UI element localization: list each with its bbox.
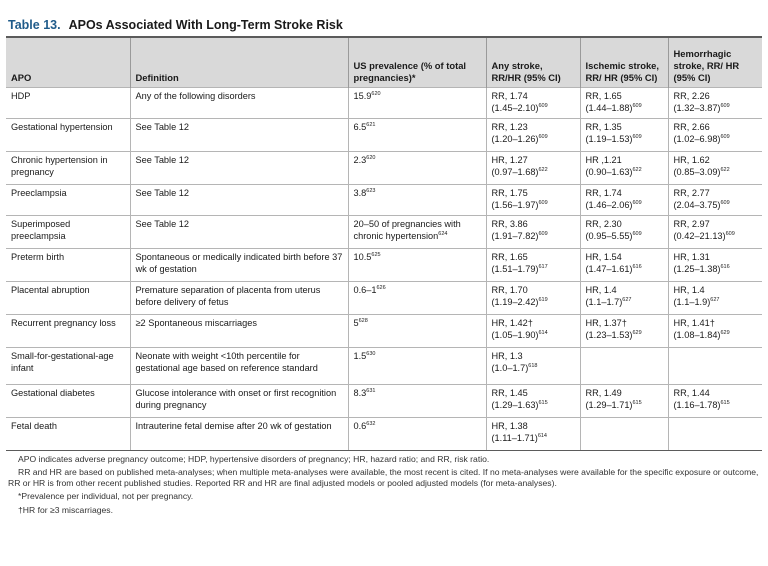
table-row xyxy=(6,184,762,215)
cell-hemorrhagic-stroke xyxy=(668,184,762,215)
cell-ischemic-stroke xyxy=(580,417,668,450)
prevalence-ref: 620 xyxy=(371,90,381,97)
table-row xyxy=(6,347,762,384)
hemorrhagic-stroke-estimate: RR, 2.77 xyxy=(673,187,710,198)
cell-apo xyxy=(6,215,130,248)
ischemic-stroke-estimate-line xyxy=(586,284,663,297)
any-stroke-ref: 618 xyxy=(528,362,538,369)
any-stroke-estimate: RR, 1.74 xyxy=(491,90,528,101)
cell-definition xyxy=(130,215,348,248)
apo-name: Gestational hypertension xyxy=(11,121,113,132)
apo-name: Superimposed preeclampsia xyxy=(11,218,71,241)
hemorrhagic-stroke-ci-line xyxy=(674,329,758,342)
any-stroke-ci-line xyxy=(492,199,575,212)
ischemic-stroke-ref: 609 xyxy=(632,133,642,140)
cell-definition xyxy=(130,281,348,314)
any-stroke-ref: 614 xyxy=(538,329,548,336)
cell-hemorrhagic-stroke xyxy=(668,281,762,314)
ischemic-stroke-ref: 616 xyxy=(632,263,642,270)
hemorrhagic-stroke-estimate-line xyxy=(674,387,758,400)
prevalence-ref: 621 xyxy=(366,121,376,128)
hemorrhagic-stroke-estimate: HR, 1.4 xyxy=(673,284,705,295)
cell-any-stroke xyxy=(486,184,580,215)
cell-hemorrhagic-stroke xyxy=(668,384,762,417)
any-stroke-ci: (1.11–1.71) xyxy=(491,433,538,443)
table-row xyxy=(6,87,762,118)
apo-name: HDP xyxy=(11,90,31,101)
prevalence-ref: 626 xyxy=(376,284,386,291)
hemorrhagic-stroke-ci-line xyxy=(674,230,758,243)
ischemic-stroke-ci-line xyxy=(586,230,663,243)
apo-name: Preterm birth xyxy=(11,251,65,262)
ischemic-stroke-ci-line xyxy=(586,263,663,276)
cell-hemorrhagic-stroke xyxy=(668,215,762,248)
cell-any-stroke xyxy=(486,151,580,184)
ischemic-stroke-estimate: HR, 1.37† xyxy=(585,317,627,328)
prevalence-ref: 628 xyxy=(358,317,368,324)
any-stroke-estimate-line xyxy=(492,218,575,231)
any-stroke-ci-line xyxy=(492,329,575,342)
hemorrhagic-stroke-ci: (1.08–1.84) xyxy=(673,330,721,340)
any-stroke-ci: (1.19–2.42) xyxy=(491,297,539,307)
any-stroke-estimate-line xyxy=(492,317,575,330)
hemorrhagic-stroke-ci: (1.16–1.78) xyxy=(673,400,721,410)
cell-hemorrhagic-stroke xyxy=(668,151,762,184)
table-row xyxy=(6,215,762,248)
ischemic-stroke-estimate-line xyxy=(586,121,663,134)
hemorrhagic-stroke-estimate: RR, 2.66 xyxy=(673,121,710,132)
table-row xyxy=(6,314,762,347)
any-stroke-estimate: RR, 1.45 xyxy=(491,387,528,398)
cell-any-stroke xyxy=(486,248,580,281)
hemorrhagic-stroke-estimate: HR, 1.31 xyxy=(673,251,710,262)
apo-name: Recurrent pregnancy loss xyxy=(11,317,116,328)
hemorrhagic-stroke-estimate-line xyxy=(674,90,758,103)
prevalence-value: 0.6–1 xyxy=(353,284,377,295)
any-stroke-ci: (1.91–7.82) xyxy=(491,231,539,241)
hemorrhagic-stroke-estimate-line xyxy=(674,317,758,330)
cell-apo xyxy=(6,384,130,417)
hemorrhagic-stroke-estimate-line xyxy=(674,284,758,297)
cell-apo xyxy=(6,347,130,384)
cell-definition xyxy=(130,87,348,118)
cell-hemorrhagic-stroke xyxy=(668,347,762,384)
prevalence-ref: 630 xyxy=(366,350,376,357)
any-stroke-ci: (1.05–1.90) xyxy=(491,330,539,340)
cell-definition xyxy=(130,151,348,184)
any-stroke-estimate: RR, 1.70 xyxy=(491,284,528,295)
apo-name: Preeclampsia xyxy=(11,187,67,198)
hemorrhagic-stroke-ci-line xyxy=(674,102,758,115)
any-stroke-ref: 609 xyxy=(538,199,548,206)
hemorrhagic-stroke-ref: 609 xyxy=(720,102,730,109)
cell-apo xyxy=(6,248,130,281)
any-stroke-ci-line xyxy=(492,263,575,276)
ischemic-stroke-ci: (1.29–1.71) xyxy=(585,400,633,410)
cell-prevalence xyxy=(348,87,486,118)
cell-any-stroke xyxy=(486,118,580,151)
any-stroke-estimate-line xyxy=(492,387,575,400)
cell-hemorrhagic-stroke xyxy=(668,314,762,347)
hemorrhagic-stroke-estimate: HR, 1.41† xyxy=(673,317,715,328)
table-row xyxy=(6,281,762,314)
prevalence-ref: 623 xyxy=(366,187,376,194)
any-stroke-estimate-line xyxy=(492,420,575,433)
definition-text: Premature separation of placenta from uterus before delivery of fetus xyxy=(135,284,321,307)
footnote-abbreviations: APO indicates adverse pregnancy outcome; HDP, hypertensive disorders of pregnancy; HR, hazard ratio; and RR, risk ratio. xyxy=(18,453,490,464)
any-stroke-ref: 614 xyxy=(537,432,547,439)
any-stroke-ci: (1.45–2.10) xyxy=(491,103,539,113)
definition-text: Glucose intolerance with onset or first recognition during pregnancy xyxy=(135,387,337,410)
hemorrhagic-stroke-ci: (1.25–1.38) xyxy=(673,264,721,274)
cell-apo xyxy=(6,118,130,151)
definition-text: Any of the following disorders xyxy=(135,90,256,101)
prevalence-value: 20–50 of pregnancies with chronic hypertension xyxy=(353,218,461,241)
any-stroke-ci-line xyxy=(492,432,575,445)
hemorrhagic-stroke-ref: 616 xyxy=(720,263,730,270)
ischemic-stroke-estimate-line xyxy=(586,251,663,264)
cell-apo xyxy=(6,151,130,184)
cell-hemorrhagic-stroke xyxy=(668,417,762,450)
cell-ischemic-stroke xyxy=(580,151,668,184)
cell-definition xyxy=(130,417,348,450)
cell-prevalence xyxy=(348,248,486,281)
apo-name: Small-for-gestational-age infant xyxy=(11,350,114,373)
any-stroke-ci: (1.0–1.7) xyxy=(491,363,529,373)
ischemic-stroke-ci: (1.19–1.53) xyxy=(585,134,633,144)
ischemic-stroke-ci: (1.1–1.7) xyxy=(585,297,623,307)
cell-ischemic-stroke xyxy=(580,215,668,248)
cell-any-stroke xyxy=(486,384,580,417)
footnote-dagger: †HR for ≥3 miscarriages. xyxy=(18,504,113,515)
hemorrhagic-stroke-ci-line xyxy=(674,296,758,309)
header-prevalence: US prevalence (% of total pregnancies)* xyxy=(348,37,486,87)
prevalence-value: 0.6 xyxy=(353,420,367,431)
ischemic-stroke-ci-line xyxy=(586,133,663,146)
table-footnotes xyxy=(8,454,762,516)
hemorrhagic-stroke-estimate: HR, 1.62 xyxy=(673,154,710,165)
cell-ischemic-stroke xyxy=(580,347,668,384)
prevalence-value: 15.9 xyxy=(353,90,372,101)
ischemic-stroke-estimate: RR, 2.30 xyxy=(585,218,622,229)
prevalence-ref: 620 xyxy=(366,154,376,161)
prevalence-value: 5 xyxy=(353,317,359,328)
cell-definition xyxy=(130,118,348,151)
definition-text: ≥2 Spontaneous miscarriages xyxy=(135,317,257,328)
definition-text: Spontaneous or medically indicated birth before 37 wk of gestation xyxy=(135,251,343,274)
any-stroke-estimate-line xyxy=(492,154,575,167)
ischemic-stroke-ref: 629 xyxy=(632,329,642,336)
table-row xyxy=(6,248,762,281)
any-stroke-estimate: HR, 1.38 xyxy=(491,420,528,431)
ischemic-stroke-estimate-line xyxy=(586,218,663,231)
definition-text: See Table 12 xyxy=(135,218,189,229)
any-stroke-ci-line xyxy=(492,133,575,146)
cell-ischemic-stroke xyxy=(580,314,668,347)
any-stroke-ref: 609 xyxy=(538,102,548,109)
apo-name: Gestational diabetes xyxy=(11,387,95,398)
cell-definition xyxy=(130,347,348,384)
any-stroke-ref: 609 xyxy=(538,133,548,140)
cell-any-stroke xyxy=(486,281,580,314)
any-stroke-ci-line xyxy=(492,296,575,309)
cell-ischemic-stroke xyxy=(580,281,668,314)
cell-prevalence xyxy=(348,215,486,248)
any-stroke-estimate: HR, 1.42† xyxy=(491,317,533,328)
cell-ischemic-stroke xyxy=(580,118,668,151)
prevalence-value: 6.5 xyxy=(353,121,367,132)
definition-text: See Table 12 xyxy=(135,154,189,165)
hemorrhagic-stroke-estimate-line xyxy=(674,218,758,231)
any-stroke-ci-line xyxy=(492,362,575,375)
cell-prevalence xyxy=(348,281,486,314)
ischemic-stroke-ci: (0.95–5.55) xyxy=(585,231,633,241)
hemorrhagic-stroke-ci: (1.32–3.87) xyxy=(673,103,721,113)
any-stroke-ci: (0.97–1.68) xyxy=(491,167,539,177)
table-row xyxy=(6,384,762,417)
any-stroke-ci-line xyxy=(492,102,575,115)
any-stroke-estimate-line xyxy=(492,187,575,200)
any-stroke-ref: 617 xyxy=(538,263,548,270)
ischemic-stroke-estimate-line xyxy=(586,187,663,200)
any-stroke-ref: 622 xyxy=(538,166,548,173)
ischemic-stroke-ci-line xyxy=(586,296,663,309)
table-row xyxy=(6,417,762,450)
any-stroke-estimate: HR, 1.3 xyxy=(491,350,523,361)
ischemic-stroke-ref: 622 xyxy=(632,166,642,173)
cell-prevalence xyxy=(348,384,486,417)
cell-apo xyxy=(6,281,130,314)
any-stroke-ref: 615 xyxy=(538,399,548,406)
any-stroke-ci-line xyxy=(492,399,575,412)
hemorrhagic-stroke-ci: (1.02–6.98) xyxy=(673,134,721,144)
prevalence-ref: 632 xyxy=(366,420,376,427)
header-definition: Definition xyxy=(130,37,348,87)
hemorrhagic-stroke-estimate-line xyxy=(674,251,758,264)
hemorrhagic-stroke-estimate-line xyxy=(674,154,758,167)
hemorrhagic-stroke-ref: 609 xyxy=(725,230,735,237)
ischemic-stroke-ci-line xyxy=(586,329,663,342)
prevalence-ref: 625 xyxy=(371,251,381,258)
cell-ischemic-stroke xyxy=(580,384,668,417)
any-stroke-estimate-line xyxy=(492,284,575,297)
hemorrhagic-stroke-estimate: RR, 2.97 xyxy=(673,218,710,229)
prevalence-ref: 631 xyxy=(366,387,376,394)
cell-any-stroke xyxy=(486,347,580,384)
hemorrhagic-stroke-estimate: RR, 1.44 xyxy=(673,387,710,398)
any-stroke-estimate-line xyxy=(492,350,575,363)
ischemic-stroke-ci: (1.23–1.53) xyxy=(585,330,633,340)
ischemic-stroke-estimate-line xyxy=(586,154,663,167)
cell-prevalence xyxy=(348,347,486,384)
any-stroke-estimate-line xyxy=(492,251,575,264)
any-stroke-estimate: RR, 3.86 xyxy=(491,218,528,229)
definition-text: Intrauterine fetal demise after 20 wk of gestation xyxy=(135,420,332,431)
any-stroke-ci: (1.20–1.26) xyxy=(491,134,539,144)
hemorrhagic-stroke-ci: (2.04–3.75) xyxy=(673,200,721,210)
apo-name: Fetal death xyxy=(11,420,57,431)
hemorrhagic-stroke-ref: 615 xyxy=(720,399,730,406)
table-row xyxy=(6,151,762,184)
hemorrhagic-stroke-ci-line xyxy=(674,133,758,146)
cell-hemorrhagic-stroke xyxy=(668,87,762,118)
header-hemorrhagic-stroke: Hemorrhagic stroke, RR/ HR (95% CI) xyxy=(668,37,762,87)
cell-ischemic-stroke xyxy=(580,87,668,118)
cell-hemorrhagic-stroke xyxy=(668,118,762,151)
definition-text: See Table 12 xyxy=(135,187,189,198)
hemorrhagic-stroke-estimate: RR, 2.26 xyxy=(673,90,710,101)
definition-text: Neonate with weight <10th percentile for gestational age based on reference standard xyxy=(135,350,318,373)
prevalence-value: 2.3 xyxy=(353,154,367,165)
cell-apo xyxy=(6,314,130,347)
any-stroke-ci: (1.29–1.63) xyxy=(491,400,539,410)
definition-text: See Table 12 xyxy=(135,121,189,132)
hemorrhagic-stroke-ci-line xyxy=(674,399,758,412)
ischemic-stroke-estimate: HR ,1.21 xyxy=(585,154,622,165)
prevalence-ref: 624 xyxy=(438,230,448,237)
hemorrhagic-stroke-ci-line xyxy=(674,263,758,276)
ischemic-stroke-ci-line xyxy=(586,102,663,115)
apo-name: Chronic hypertension in pregnancy xyxy=(11,154,108,177)
footnote-methods: RR and HR are based on published meta-analyses; when multiple meta-analyses were available, the most recent is cited. If no meta-analyses were available for the specific exposure or outcome, RR or HR is from other recent published studies. Reported RR and HR are final adjusted models or pooled adjusted models (for meta-analyses). xyxy=(8,466,759,489)
ischemic-stroke-ci: (1.47–1.61) xyxy=(585,264,633,274)
table-row xyxy=(6,118,762,151)
any-stroke-estimate: RR, 1.23 xyxy=(491,121,528,132)
ischemic-stroke-ci: (0.90–1.63) xyxy=(585,167,633,177)
ischemic-stroke-estimate: RR, 1.35 xyxy=(585,121,622,132)
ischemic-stroke-ref: 609 xyxy=(632,199,642,206)
header-ischemic-stroke: Ischemic stroke, RR/ HR (95% CI) xyxy=(580,37,668,87)
ischemic-stroke-ci: (1.46–2.06) xyxy=(585,200,633,210)
cell-apo xyxy=(6,184,130,215)
cell-any-stroke xyxy=(486,87,580,118)
cell-any-stroke xyxy=(486,417,580,450)
hemorrhagic-stroke-ci-line xyxy=(674,199,758,212)
ischemic-stroke-estimate: RR, 1.49 xyxy=(585,387,622,398)
cell-apo xyxy=(6,87,130,118)
cell-prevalence xyxy=(348,314,486,347)
ischemic-stroke-estimate: HR, 1.54 xyxy=(585,251,622,262)
ischemic-stroke-estimate-line xyxy=(586,317,663,330)
table-number: Table 13. xyxy=(8,18,61,32)
ischemic-stroke-ref: 627 xyxy=(622,296,632,303)
ischemic-stroke-ci: (1.44–1.88) xyxy=(585,103,633,113)
hemorrhagic-stroke-ref: 609 xyxy=(720,199,730,206)
hemorrhagic-stroke-ci: (0.85–3.09) xyxy=(673,167,721,177)
header-any-stroke: Any stroke, RR/HR (95% CI) xyxy=(486,37,580,87)
cell-prevalence xyxy=(348,151,486,184)
prevalence-value: 3.8 xyxy=(353,187,367,198)
cell-any-stroke xyxy=(486,314,580,347)
any-stroke-estimate: RR, 1.65 xyxy=(491,251,528,262)
cell-any-stroke xyxy=(486,215,580,248)
any-stroke-estimate: HR, 1.27 xyxy=(491,154,528,165)
cell-prevalence xyxy=(348,417,486,450)
any-stroke-ref: 609 xyxy=(538,230,548,237)
prevalence-value: 8.3 xyxy=(353,387,367,398)
hemorrhagic-stroke-estimate-line xyxy=(674,187,758,200)
any-stroke-ci: (1.56–1.97) xyxy=(491,200,539,210)
ischemic-stroke-ci-line xyxy=(586,199,663,212)
ischemic-stroke-ci-line xyxy=(586,399,663,412)
ischemic-stroke-estimate: RR, 1.74 xyxy=(585,187,622,198)
header-row xyxy=(6,37,762,87)
table-caption: APOs Associated With Long-Term Stroke Risk xyxy=(68,18,343,32)
cell-definition xyxy=(130,314,348,347)
any-stroke-ci-line xyxy=(492,166,575,179)
header-apo: APO xyxy=(6,37,130,87)
any-stroke-ref: 619 xyxy=(538,296,548,303)
cell-ischemic-stroke xyxy=(580,184,668,215)
footnote-prevalence: *Prevalence per individual, not per pregnancy. xyxy=(18,491,194,502)
apo-stroke-table xyxy=(6,36,762,451)
cell-hemorrhagic-stroke xyxy=(668,248,762,281)
prevalence-value: 1.5 xyxy=(353,350,367,361)
ischemic-stroke-estimate: RR, 1.65 xyxy=(585,90,622,101)
hemorrhagic-stroke-ref: 627 xyxy=(710,296,720,303)
hemorrhagic-stroke-ci: (1.1–1.9) xyxy=(673,297,711,307)
prevalence-value: 10.5 xyxy=(353,251,372,262)
cell-definition xyxy=(130,384,348,417)
ischemic-stroke-estimate-line xyxy=(586,387,663,400)
ischemic-stroke-ref: 615 xyxy=(632,399,642,406)
any-stroke-ci-line xyxy=(492,230,575,243)
cell-prevalence xyxy=(348,184,486,215)
cell-definition xyxy=(130,184,348,215)
ischemic-stroke-estimate: HR, 1.4 xyxy=(585,284,617,295)
hemorrhagic-stroke-estimate-line xyxy=(674,121,758,134)
hemorrhagic-stroke-ref: 622 xyxy=(720,166,730,173)
ischemic-stroke-ref: 609 xyxy=(632,230,642,237)
ischemic-stroke-ref: 609 xyxy=(632,102,642,109)
any-stroke-ci: (1.51–1.79) xyxy=(491,264,539,274)
cell-ischemic-stroke xyxy=(580,248,668,281)
any-stroke-estimate: RR, 1.75 xyxy=(491,187,528,198)
cell-prevalence xyxy=(348,118,486,151)
ischemic-stroke-ci-line xyxy=(586,166,663,179)
table-title xyxy=(8,18,762,32)
cell-definition xyxy=(130,248,348,281)
hemorrhagic-stroke-ci: (0.42–21.13) xyxy=(673,231,726,241)
any-stroke-estimate-line xyxy=(492,90,575,103)
apo-name: Placental abruption xyxy=(11,284,90,295)
hemorrhagic-stroke-ci-line xyxy=(674,166,758,179)
hemorrhagic-stroke-ref: 609 xyxy=(720,133,730,140)
ischemic-stroke-estimate-line xyxy=(586,90,663,103)
cell-apo xyxy=(6,417,130,450)
hemorrhagic-stroke-ref: 629 xyxy=(720,329,730,336)
any-stroke-estimate-line xyxy=(492,121,575,134)
